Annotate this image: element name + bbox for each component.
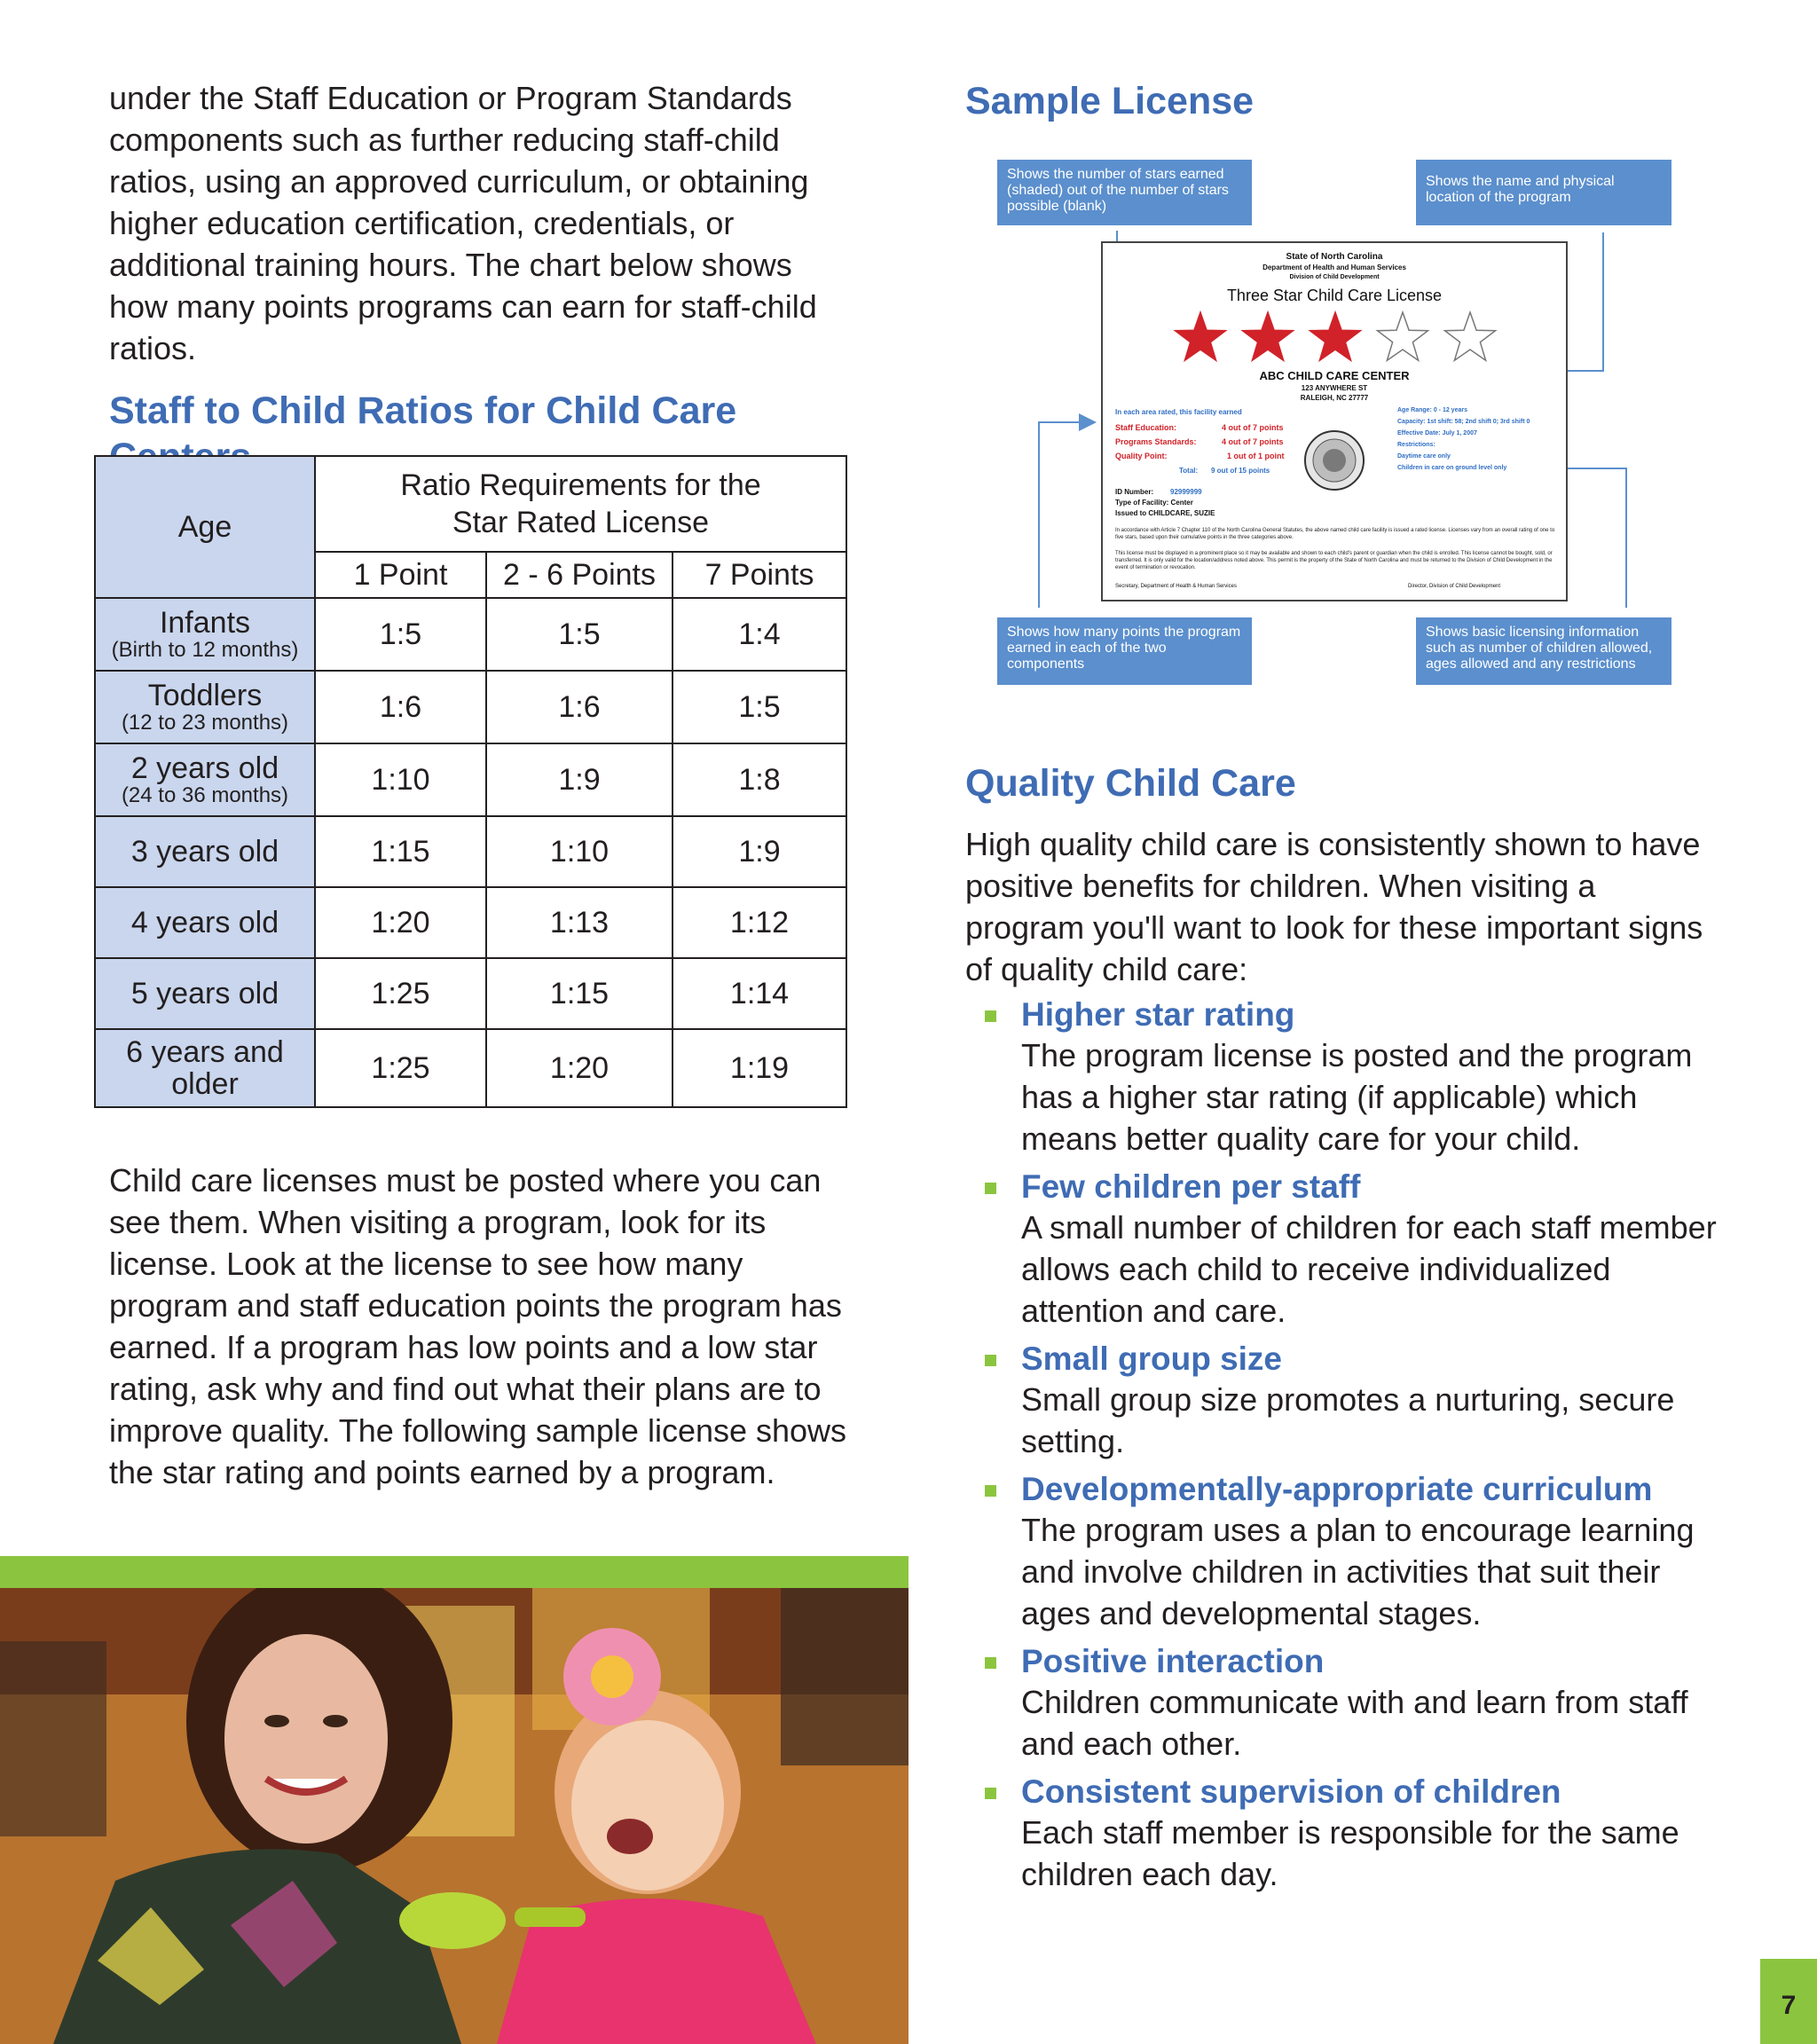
ratio-cell: 1:10	[315, 743, 486, 816]
sign-description: A small number of children for each staff member allows each child to receive individualized attention and care.	[1021, 1209, 1717, 1329]
column-header-7-points: 7 Points	[673, 552, 846, 598]
age-cell: Toddlers (12 to 23 months)	[95, 671, 315, 743]
sign-title: Higher star rating	[1021, 996, 1295, 1033]
table-row	[95, 671, 846, 743]
age-range-info: Age Range: 0 - 12 years	[1397, 407, 1467, 413]
capacity-info: Capacity: 1st shift: 58; 2nd shift 0; 3rd shift 0	[1397, 419, 1530, 425]
callout-stars: Shows the number of stars earned (shaded) out of the number of stars possible (blank)	[997, 160, 1252, 225]
quality-point-value: 1 out of 1 point	[1227, 452, 1285, 460]
age-header: Age	[95, 456, 315, 598]
license-paragraph: Child care licenses must be posted where you can see them. When visiting a program, look for its license. Look at the license to see how many program and staff education points the program has earned. If a program has low points and a low star rating, ask why and find out what their plans are to improve quality. The following sample license shows the star rating and points earned by a program.	[109, 1162, 847, 1490]
signature-left: Secretary, Department of Health & Human Services	[1115, 584, 1237, 589]
facility-type: Type of Facility: Center	[1115, 499, 1193, 507]
age-cell: 6 years and older	[95, 1029, 315, 1107]
age-cell: 3 years old	[95, 816, 315, 887]
license-fine-print-1: In accordance with Article 7 Chapter 110 of the North Carolina General Statutes, the above named child care facility is issued a rated license. Licenses vary from an overall rating of one to five stars, based upon their cumulative points in the three categories above.	[1115, 528, 1555, 540]
age-cell: Infants (Birth to 12 months)	[95, 598, 315, 671]
page-number: 7	[1781, 1991, 1797, 2020]
square-bullet-icon	[985, 1183, 996, 1194]
ratio-cell: 1:8	[673, 743, 846, 816]
filled-star-icon	[1176, 312, 1226, 360]
id-number-value: 92999999	[1170, 488, 1202, 496]
teacher-child-photo	[0, 1588, 908, 2044]
restriction-item: Daytime care only	[1397, 453, 1451, 460]
table-header-row	[95, 456, 846, 552]
square-bullet-icon	[985, 1485, 996, 1497]
page-number-tab	[1760, 1959, 1817, 2044]
ratio-cell: 1:4	[673, 598, 846, 671]
ratio-cell: 1:6	[315, 671, 486, 743]
center-address-line2: RALEIGH, NC 27777	[1300, 394, 1369, 402]
ratio-cell: 1:14	[673, 958, 846, 1029]
table-row	[95, 1029, 846, 1107]
ratio-group-header: Ratio Requirements for the Star Rated License	[315, 456, 846, 552]
list-item	[999, 1340, 1727, 1462]
list-item	[999, 1642, 1727, 1765]
sign-title: Few children per staff	[1021, 1168, 1361, 1205]
sign-title: Positive interaction	[1021, 1643, 1325, 1679]
staff-education-label: Staff Education:	[1115, 423, 1176, 432]
star-rating	[1103, 307, 1569, 369]
sign-description: Children communicate with and learn from staff and each other.	[1021, 1684, 1688, 1762]
sign-title: Small group size	[1021, 1340, 1283, 1377]
sign-title: Consistent supervision of children	[1021, 1773, 1561, 1810]
ratio-cell: 1:9	[673, 816, 846, 887]
quality-point-label: Quality Point:	[1115, 452, 1168, 460]
signature-right: Director, Division of Child Development	[1408, 584, 1501, 589]
ratio-cell: 1:19	[673, 1029, 846, 1107]
callout-program-name: Shows the name and physical location of the program	[1416, 160, 1671, 225]
quality-child-care-heading: Quality Child Care	[965, 762, 1296, 805]
table-row	[95, 743, 846, 816]
points-heading: In each area rated, this facility earned	[1115, 408, 1242, 416]
table-row	[95, 816, 846, 887]
filled-star-icon	[1310, 312, 1361, 360]
quality-intro-paragraph: High quality child care is consistently shown to have positive benefits for children. When visiting a program you'll want to look for these important signs of quality child care:	[965, 826, 1703, 987]
ratio-cell: 1:13	[486, 887, 673, 958]
center-address-line1: 123 ANYWHERE ST	[1301, 384, 1368, 392]
ratio-cell: 1:5	[673, 671, 846, 743]
center-name: ABC CHILD CARE CENTER	[1259, 369, 1410, 382]
state-seal-icon	[1303, 429, 1365, 491]
ratio-cell: 1:25	[315, 1029, 486, 1107]
license-fine-print-2: This license must be displayed in a prominent place so it may be available and shown to each child's parent or guardian when the child is enrolled. This license cannot be bought, sold, or transferred. It is only valid for the location/address noted above. This permit is the property of the State of North Carolina and must be returned to the Division of Child Development in the event of termination or revocation.	[1115, 551, 1553, 570]
age-cell: 4 years old	[95, 887, 315, 958]
effective-date: Effective Date: July 1, 2007	[1397, 430, 1477, 436]
restrictions-label: Restrictions:	[1397, 442, 1436, 448]
sample-license-figure	[997, 160, 1671, 685]
total-value: 9 out of 15 points	[1211, 467, 1270, 475]
ratio-table	[94, 455, 847, 1108]
table-row	[95, 598, 846, 671]
callout-licensing-info: Shows basic licensing information such as number of children allowed, ages allowed and any restrictions	[1416, 617, 1671, 685]
ratio-cell: 1:20	[315, 887, 486, 958]
issued-to: Issued to CHILDCARE, SUZIE	[1115, 509, 1215, 517]
ratio-cell: 1:5	[315, 598, 486, 671]
ratio-cell: 1:9	[486, 743, 673, 816]
list-item	[999, 1167, 1727, 1332]
sign-description: Each staff member is responsible for the same children each day.	[1021, 1814, 1679, 1892]
sign-title: Developmentally-appropriate curriculum	[1021, 1471, 1653, 1507]
empty-star-icon	[1445, 312, 1496, 360]
column-header-1-point: 1 Point	[315, 552, 486, 598]
table-row	[95, 958, 846, 1029]
age-cell: 2 years old (24 to 36 months)	[95, 743, 315, 816]
ratio-table-heading: Staff to Child Ratios for Child Care	[109, 389, 737, 432]
callout-points: Shows how many points the program earned in each of the two components	[997, 617, 1252, 685]
staff-education-value: 4 out of 7 points	[1222, 423, 1284, 432]
list-item	[999, 1773, 1727, 1895]
license-state: State of North Carolina	[1286, 252, 1383, 262]
sample-license-heading: Sample License	[965, 80, 1255, 122]
total-label: Total:	[1179, 467, 1199, 475]
program-standards-value: 4 out of 7 points	[1222, 437, 1284, 446]
restriction-item: Children in care on ground level only	[1397, 465, 1507, 471]
photo-illustration	[0, 1588, 908, 2044]
square-bullet-icon	[985, 1657, 996, 1669]
ratio-cell: 1:10	[486, 816, 673, 887]
ratio-cell: 1:12	[673, 887, 846, 958]
list-item	[999, 995, 1727, 1160]
intro-paragraph: under the Staff Education or Program Standards components such as further reducing staff-child ratios, using an approved curriculum, or obtaining higher education certification, credentials, or additional training hours. The chart below shows how many points programs can earn for staff-child ratios.	[109, 80, 817, 366]
photo-accent-band	[0, 1556, 908, 1588]
list-item	[999, 1470, 1727, 1634]
empty-star-icon	[1378, 312, 1428, 360]
id-number-label: ID Number:	[1115, 488, 1154, 496]
program-standards-label: Programs Standards:	[1115, 437, 1197, 446]
ratio-cell: 1:5	[486, 598, 673, 671]
square-bullet-icon	[985, 1355, 996, 1366]
ratio-cell: 1:25	[315, 958, 486, 1029]
ratio-cell: 1:15	[486, 958, 673, 1029]
square-bullet-icon	[985, 1788, 996, 1799]
ratio-cell: 1:6	[486, 671, 673, 743]
filled-star-icon	[1243, 312, 1294, 360]
table-row	[95, 887, 846, 958]
ratio-cell: 1:20	[486, 1029, 673, 1107]
sign-description: Small group size promotes a nurturing, secure setting.	[1021, 1381, 1675, 1459]
column-header-2-6-points: 2 - 6 Points	[486, 552, 673, 598]
sign-description: The program license is posted and the program has a higher star rating (if applicable) which means better quality care for your child.	[1021, 1037, 1693, 1157]
license-certificate	[1101, 241, 1568, 601]
license-division: Division of Child Development	[1289, 274, 1380, 280]
sign-description: The program uses a plan to encourage learning and involve children in activities that suit their ages and developmental stages.	[1021, 1512, 1695, 1631]
license-department: Department of Health and Human Services	[1262, 263, 1406, 271]
square-bullet-icon	[985, 1010, 996, 1022]
age-cell: 5 years old	[95, 958, 315, 1029]
quality-signs-list	[999, 995, 1727, 1903]
license-title: Three Star Child Care License	[1226, 287, 1443, 304]
ratio-cell: 1:15	[315, 816, 486, 887]
